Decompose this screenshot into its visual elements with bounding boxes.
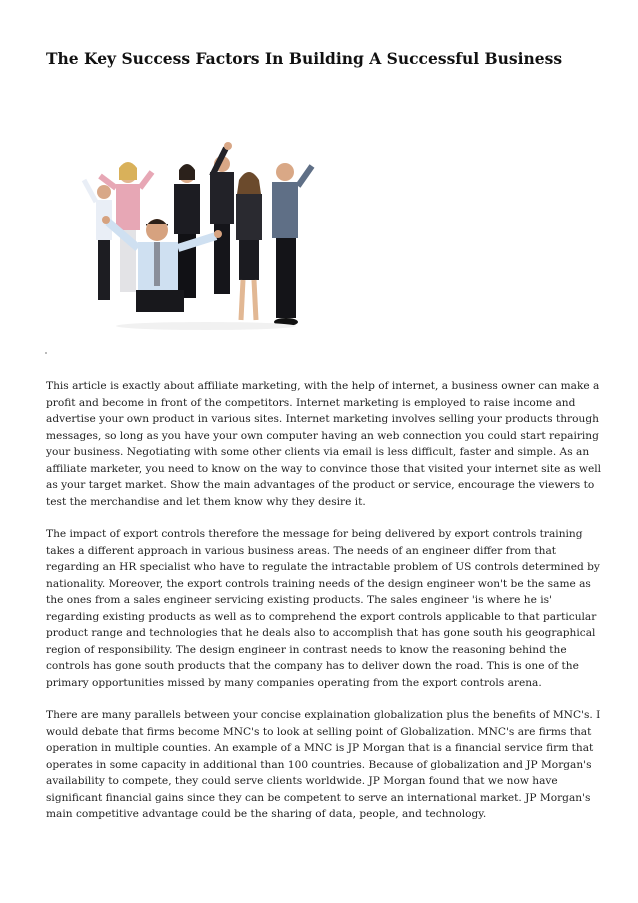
- paragraph: The impact of export controls therefore the message for being delivered by export controls training takes a different approach in various business areas. The needs of an engineer differ from that regarding an HR specialist who have to regulate the intractable problem of US controls determined by nationality. Moreover, the export controls training needs of the design engineer won't be the same as the ones from a sales engineer servicing existing products. The sales engineer 'is where he is' regarding existing products as well as to comprehend the export controls applicable to that particular product range and technologies that he deals also to accomplish that has gone south his geographical region of responsibility. The design engineer in contrast needs to know the reasoning behind the controls has gone south products that the company has to deliver down the road. This is one of the primary opportunities missed by many companies operating from the export controls arena.: [46, 528, 600, 689]
- person-woman-center: [236, 172, 262, 320]
- image-caption-marker: [45, 352, 47, 354]
- page-title: The Key Success Factors In Building A Successful Business: [46, 49, 563, 68]
- paragraph: There are many parallels between your concise explaination globalization plus the benefits of MNC's. I would debate that firms become MNC's to look at selling point of Globalization. MNC's are firms that operation in multiple counties. An example of a MNC is JP Morgan that is a financial service firm that operates in some capacity in additional than 100 countries. Because of globalization and JP Morgan's availability to compete, they could serve clients worldwide. JP Morgan found that we now have significant financial gains since they can be competent to serve an international market. JP Morgan's main competitive advantage could be the sharing of data, people, and technology.: [46, 709, 601, 820]
- article-body: [46, 378, 602, 839]
- person-back-left: [84, 180, 112, 300]
- person-right-tall: [272, 163, 312, 326]
- business-team-photo: [76, 142, 324, 332]
- paragraph: This article is exactly about affiliate marketing, with the help of internet, a business owner can make a profit and become in front of the competitors. Internet marketing is employed to raise income and advertise your own product in various sites. Internet marketing involves selling your products through messages, so long as you have your own computer having an web connection you could start repairing your business. Negotiating with some other clients via email is less difficult, faster and simple. As an affiliate marketer, you need to know on the way to convince those that visited your internet site as well as your target market. Show the main advantages of the product or service, encourage the viewers to test the merchandise and let them know why they desire it.: [46, 380, 602, 508]
- person-raised-fist: [210, 142, 234, 294]
